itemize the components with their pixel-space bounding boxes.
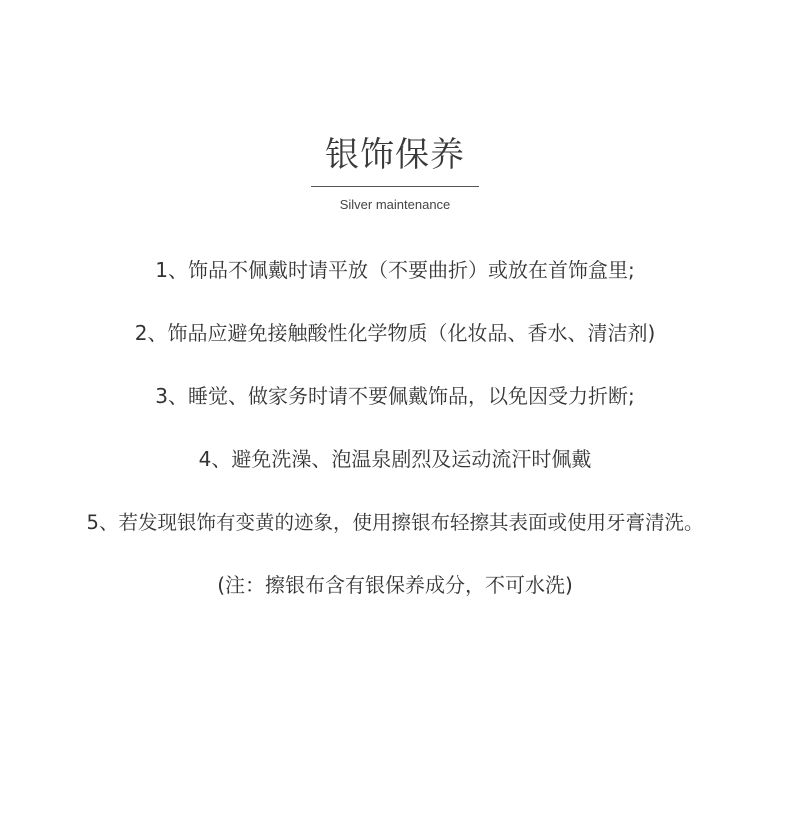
care-instruction-3: 3、睡觉、做家务时请不要佩戴饰品，以免因受力折断; <box>155 384 635 408</box>
care-instruction-4: 4、避免洗澡、泡温泉剧烈及运动流汗时佩戴 <box>198 447 592 471</box>
care-instruction-5: 5、若发现银饰有变黄的迹象，使用擦银布轻擦其表面或使用牙膏清洗。 <box>86 511 704 534</box>
care-instruction-2: 2、饰品应避免接触酸性化学物质（化妆品、香水、清洁剂) <box>134 321 656 345</box>
care-note: (注：擦银布含有银保养成分，不可水洗) <box>217 573 573 597</box>
page-title: 银饰保养 <box>325 135 465 175</box>
title-divider <box>311 186 479 187</box>
care-instruction-1: 1、饰品不佩戴时请平放（不要曲折）或放在首饰盒里; <box>155 258 635 282</box>
page-subtitle: Silver maintenance <box>339 197 451 212</box>
